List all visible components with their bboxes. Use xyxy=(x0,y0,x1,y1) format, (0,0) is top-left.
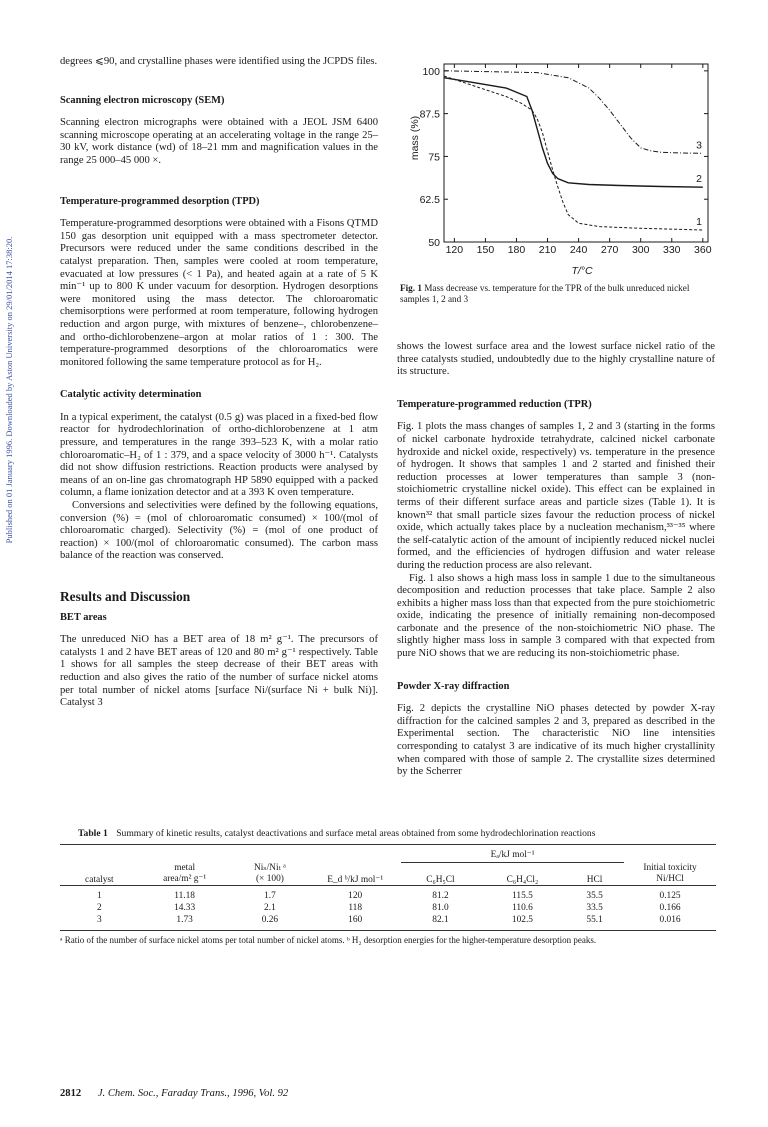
x-tick-label: 150 xyxy=(476,244,495,256)
series-1-line xyxy=(444,76,703,230)
table-row xyxy=(60,914,716,931)
series-3-line xyxy=(444,71,703,154)
table-cell: 118 xyxy=(348,902,363,913)
x-axis-title: T/°C xyxy=(571,265,593,277)
left-column xyxy=(60,56,378,710)
plot-frame xyxy=(444,64,708,242)
table-cell: 2 xyxy=(97,902,102,913)
download-watermark xyxy=(0,0,18,780)
series-3-label: 3 xyxy=(696,139,702,152)
y-tick-label: 62.5 xyxy=(419,194,440,207)
series-2-label: 2 xyxy=(696,173,702,186)
x-tick-label: 360 xyxy=(694,244,712,256)
col-ni-ratio xyxy=(231,863,310,886)
table-1-title xyxy=(78,828,716,839)
page-footer xyxy=(60,1088,288,1099)
x-tick-label: 330 xyxy=(662,244,681,256)
table-cell: 14.33 xyxy=(174,902,196,913)
col-metal-area-line2: area/m² g⁻¹ xyxy=(163,873,207,884)
catalytic-paragraph-2: Conversions and selectivities were defined by the following equations, conversion (%) = (mol of chloroaromatic consumed) × 100/(mol of chloroaromatic charged). Selectivity (%) = (mol of one product of reaction) × 100/(mol of chloroaromatic consumed). The carbon mass balance of the reaction was conserved. xyxy=(60,500,378,562)
results-heading: Results and Discussion xyxy=(60,589,191,604)
download-watermark-text: Published on 01 January 1996. Downloaded by Aston University on 29/01/2014 17:38:20. xyxy=(4,236,14,544)
catalytic-paragraph-1: In a typical experiment, the catalyst (0.5 g) was placed in a fixed-bed flow reactor for hydrodechlorination of ortho-dichlorobenzene at 1 atm pressure, and temperatures in the range 393–523 K, with a molar ratio chloroaromatic–H₂ of 1 : 379, and a space velocity of 3000 h⁻¹. Catalysts did not show diffusion restrictions. Reaction products were analysed by means of an on-line gas chromatograph HP 5890 equipped with a packed column, a flame ionization detector and at a 393 K oven temperature. xyxy=(60,411,378,499)
tpd-heading: Temperature-programmed desorption (TPD) xyxy=(60,195,260,207)
tpr-paragraph-2: Fig. 1 also shows a high mass loss in sample 1 due to the simultaneous decomposition and reduction processes that take place. Sample 2 also exhibits a higher mass loss than that expected from the pure stoichiometric oxide, indicating the presence of initially remaining non-decomposed carbonate and the presence of the non-stoichiometric NiO phase. The slightly higher mass loss in sample 3 compared with that expected from pure NiO shows that we are reducing its non-stoichiometric phase. xyxy=(397,572,715,660)
col-c6h4cl2: C₆H₄Cl₂ xyxy=(506,874,539,885)
figure-1 xyxy=(400,56,716,312)
table-cell: 0.166 xyxy=(659,902,681,913)
col-toxicity xyxy=(624,863,716,886)
figure-1-caption xyxy=(400,283,716,305)
table-1-footnote: ᵃ Ratio of the number of surface nickel atoms per total number of nickel atoms. ᵇ H₂ desorption energies for the higher-temperature desorption peaks. xyxy=(60,934,597,945)
table-cell: 1.73 xyxy=(176,914,193,925)
col-c6h5cl: C₆H₅Cl xyxy=(426,874,455,885)
table-cell: 102.5 xyxy=(511,914,533,925)
x-tick-label: 270 xyxy=(600,244,619,256)
y-tick-label: 87.5 xyxy=(419,108,440,121)
table-cell: 0.26 xyxy=(261,914,279,925)
col-hcl: HCl xyxy=(586,874,603,885)
col-toxicity-line1: Initial toxicity xyxy=(643,862,697,873)
col-ni-ratio-line2: (× 100) xyxy=(255,873,284,884)
table-cell: 0.016 xyxy=(659,914,681,925)
bet-paragraph: The unreduced NiO has a BET area of 18 m² g⁻¹. The precursors of catalysts 1 and 2 have BET areas of 120 and 80 m² g⁻¹ respectively. Table 1 shows for all samples the steep decrease of their BET areas with reduction and also gives the ratio of the number of surface nickel atoms per total number of nickel atoms [surface Ni/(surface Ni + bulk Ni)]. Catalyst 3 xyxy=(60,634,378,709)
sem-paragraph: Scanning electron micrographs were obtained with a JEOL JSM 6400 scanning microscope operating at an accelerating voltage in the range 25–30 kV, work distance (wd) of 18–21 mm and magnification values in the range 25 000–45 000 ×. xyxy=(60,117,378,166)
x-tick-label: 120 xyxy=(445,244,464,256)
table-1-grid xyxy=(60,844,716,931)
col-ni-ratio-line1: Niₛ/Niₜ ᵃ xyxy=(254,862,286,873)
table-cell: 82.1 xyxy=(432,914,449,925)
series-2-line xyxy=(444,78,703,188)
journal-citation: J. Chem. Soc., Faraday Trans., 1996, Vol. 92 xyxy=(97,1088,289,1099)
sem-heading: Scanning electron microscopy (SEM) xyxy=(60,94,225,106)
table-1-label: Table 1 xyxy=(78,828,108,839)
table-cell: 33.5 xyxy=(586,902,603,913)
xrd-paragraph: Fig. 2 depicts the crystalline NiO phases detected by powder X-ray diffraction for the calcined samples 2 and 3, prepared as described in the Experimental section. The characteristic NiO line intensities corresponding to catalyst 3 are indicative of its much higher crystallinity when compared with those of sample 2. The crystallite sizes determined by the Scherrer xyxy=(397,703,715,778)
y-axis-title: mass (%) xyxy=(409,115,421,161)
y-tick-label: 50 xyxy=(428,237,440,249)
page-number: 2812 xyxy=(60,1088,82,1099)
figure-1-caption-label: Fig. 1 xyxy=(400,283,422,293)
table-cell: 2.1 xyxy=(264,902,276,913)
col-metal-area-line1: metal xyxy=(174,862,196,873)
x-tick-label: 240 xyxy=(569,244,588,256)
table-row xyxy=(60,885,716,902)
table-cell: 0.125 xyxy=(659,890,681,901)
table-cell: 35.5 xyxy=(586,890,603,901)
table-cell: 1.7 xyxy=(264,890,276,901)
col-ed: E_d ᵇ/kJ mol⁻¹ xyxy=(327,874,384,885)
col-catalyst: catalyst xyxy=(85,874,114,885)
table-1-title-text: Summary of kinetic results, catalyst deactivations and surface metal areas obtained from some hydrodechlorination reactions xyxy=(116,828,596,839)
y-tick-label: 100 xyxy=(422,65,440,78)
figure-1-caption-text: Mass decrease vs. temperature for the TPR of the bulk unreduced nickel samples 1, 2 and 3 xyxy=(400,283,690,304)
intro-paragraph: degrees ⩽90, and crystalline phases were identified using the JCPDS files. xyxy=(60,56,378,67)
table-cell: 3 xyxy=(97,914,102,925)
table-cell: 120 xyxy=(348,890,363,901)
bet-heading: BET areas xyxy=(60,611,107,623)
ea-header: Eₐ/kJ mol⁻¹ xyxy=(401,845,624,863)
table-1 xyxy=(60,828,716,955)
x-tick-label: 300 xyxy=(631,244,650,256)
table-row xyxy=(60,902,716,914)
tpr-heading: Temperature-programmed reduction (TPR) xyxy=(397,398,592,410)
col-metal-area xyxy=(139,863,231,886)
series-1-label: 1 xyxy=(696,216,702,229)
table-cell: 11.18 xyxy=(174,890,195,901)
tpr-paragraph-1: Fig. 1 plots the mass changes of samples 1, 2 and 3 (starting in the forms of nickel carbonate hydroxide tetrahydrate, calcined nickel carbonate hydroxide and nickel oxide, respectively) vs. temperature in the presence of hydrogen. It shows that samples 1 and 2 started and finished their reduction processes at lower temperatures than sample 3 (non-stoichiometric crystalline nickel oxide). This effect can be explained in terms of their different surface areas and particle sizes (Table 1). It is known³² that small particle sizes favour the reduction process of nickel oxide, which actually takes place by a nucleation mechanism,³³⁻³⁵ where the self-catalytic action of the amount of incipiently reduced nickel nuclei formed, and the efficiencies of hydrogen diffusion and water release during the reduction process are also relevant. xyxy=(397,421,715,571)
x-tick-label: 210 xyxy=(538,244,557,256)
col-toxicity-line2: Ni/HCl xyxy=(656,873,684,884)
y-tick-label: 75 xyxy=(428,151,440,164)
table-cell: 81.2 xyxy=(432,890,449,901)
x-tick-label: 180 xyxy=(507,244,526,256)
table-cell: 110.6 xyxy=(512,902,533,913)
table-cell: 55.1 xyxy=(586,914,603,925)
table-cell: 1 xyxy=(97,890,102,901)
tpd-paragraph: Temperature-programmed desorptions were obtained with a Fisons QTMD 150 gas desorption unit equipped with a mass spectrometer detector. Precursors were reduced under the same conditions described in the catalyst preparation. Then, samples were cooled at room temperature, evacuated at low pressures (< 1 Pa), and heated again at a rate of 5 K min⁻¹ up to 800 K under vacuum for desorption. Hydrogen desorptions were monitored using the mass detector. The chloroaromatic chemisorptions were performed at room temperature, following hydrogen reduction and argon purge, with mixtures of benzene–, chlorobenzene– and ortho-dichlorobenzene–argon at molar ratios of 1 : 300. The temperature-programmed desorptions of the chloroaromatics were monitored following the same temperature protocol as for H₂. xyxy=(60,218,378,368)
continuation-paragraph: shows the lowest surface area and the lowest surface nickel ratio of the three catalysts studied, undoubtedly due to the highly crystalline nature of its structure. xyxy=(397,341,715,378)
right-column xyxy=(397,341,715,779)
table-cell: 115.5 xyxy=(512,890,533,901)
catalytic-heading: Catalytic activity determination xyxy=(60,389,202,401)
xrd-heading: Powder X-ray diffraction xyxy=(397,680,510,692)
table-cell: 160 xyxy=(348,914,363,925)
table-cell: 81.0 xyxy=(432,902,449,913)
tpr-chart xyxy=(400,56,716,278)
